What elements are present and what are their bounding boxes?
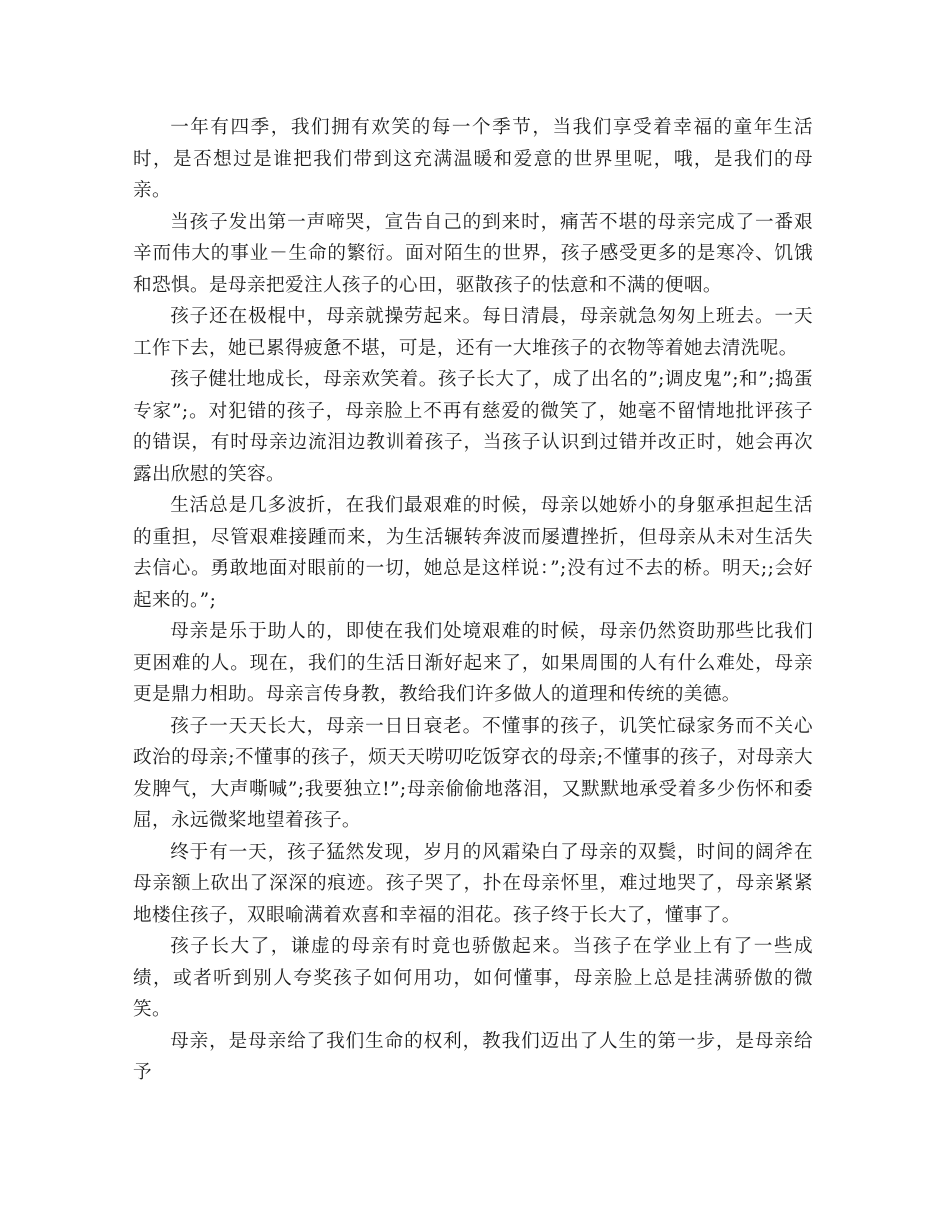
paragraph-4: 孩子健壮地成长，母亲欢笑着。孩子长大了，成了出名的”;调皮鬼”;和”;捣蛋专家”;。对犯错的孩子，母亲脸上不再有慈爱的微笑了，她毫不留情地批评孩子的错误，有时母亲边流泪边教训着孩子，当孩子认识到过错并改正时，她会再次露出欣慰的笑容。 [133,369,813,485]
paragraph-5: 生活总是几多波折，在我们最艰难的时候，母亲以她娇小的身躯承担起生活的重担，尽管艰难接踵而来，为生活辗转奔波而屡遭挫折，但母亲从未对生活失去信心。勇敢地面对眼前的一切，她总是这样说：”;没有过不去的桥。明天;;会好起来的。”; [133,495,813,611]
paragraph-2: 当孩子发出第一声啼哭，宣告自己的到来时，痛苦不堪的母亲完成了一番艰辛而伟大的事业－生命的繁衍。面对陌生的世界，孩子感受更多的是寒冷、饥饿和恐惧。是母亲把爱注人孩子的心田，驱散孩子的怯意和不满的便咽。 [133,211,813,296]
paragraph-8: 终于有一天，孩子猛然发现，岁月的风霜染白了母亲的双鬓，时间的阔斧在母亲额上砍出了深深的痕迹。孩子哭了，扑在母亲怀里，难过地哭了，母亲紧紧地楼住孩子，双眼喻满着欢喜和幸福的泪花。孩子终于长大了，懂事了。 [133,841,813,926]
paragraph-3: 孩子还在极棍中，母亲就操劳起来。每日清晨，母亲就急匆匆上班去。一天工作下去，她已累得疲惫不堪，可是，还有一大堆孩子的衣物等着她去清洗呢。 [133,306,813,359]
paragraph-6: 母亲是乐于助人的，即使在我们处境艰难的时候，母亲仍然资助那些比我们更困难的人。现在，我们的生活日渐好起来了，如果周围的人有什么难处，母亲更是鼎力相助。母亲言传身教，教给我们许多做人的道理和传统的美德。 [133,621,813,705]
paragraph-1: 一年有四季，我们拥有欢笑的每一个季节，当我们享受着幸福的童年生活时，是否想过是谁把我们带到这充满温暖和爱意的世界里呢，哦，是我们的母亲。 [133,117,813,201]
document-body [133,112,813,1089]
paragraph-7: 孩子一天天长大，母亲一日日衰老。不懂事的孩子，讥笑忙碌家务而不关心政治的母亲;不懂事的孩子，烦天天唠叨吃饭穿衣的母亲;不懂事的孩子，对母亲大发脾气，大声嘶喊”;我要独立!”;母亲偷偷地落泪，又默默地承受着多少伤怀和委屈，永远微桨地望着孩子。 [133,715,813,831]
paragraph-10: 母亲，是母亲给了我们生命的权利，教我们迈出了人生的第一步，是母亲给予 [133,1030,813,1083]
paragraph-9: 孩子长大了，谦虚的母亲有时竟也骄傲起来。当孩子在学业上有了一些成绩，或者听到别人夸奖孩子如何用功，如何懂事，母亲脸上总是挂满骄傲的微笑。 [133,936,813,1020]
